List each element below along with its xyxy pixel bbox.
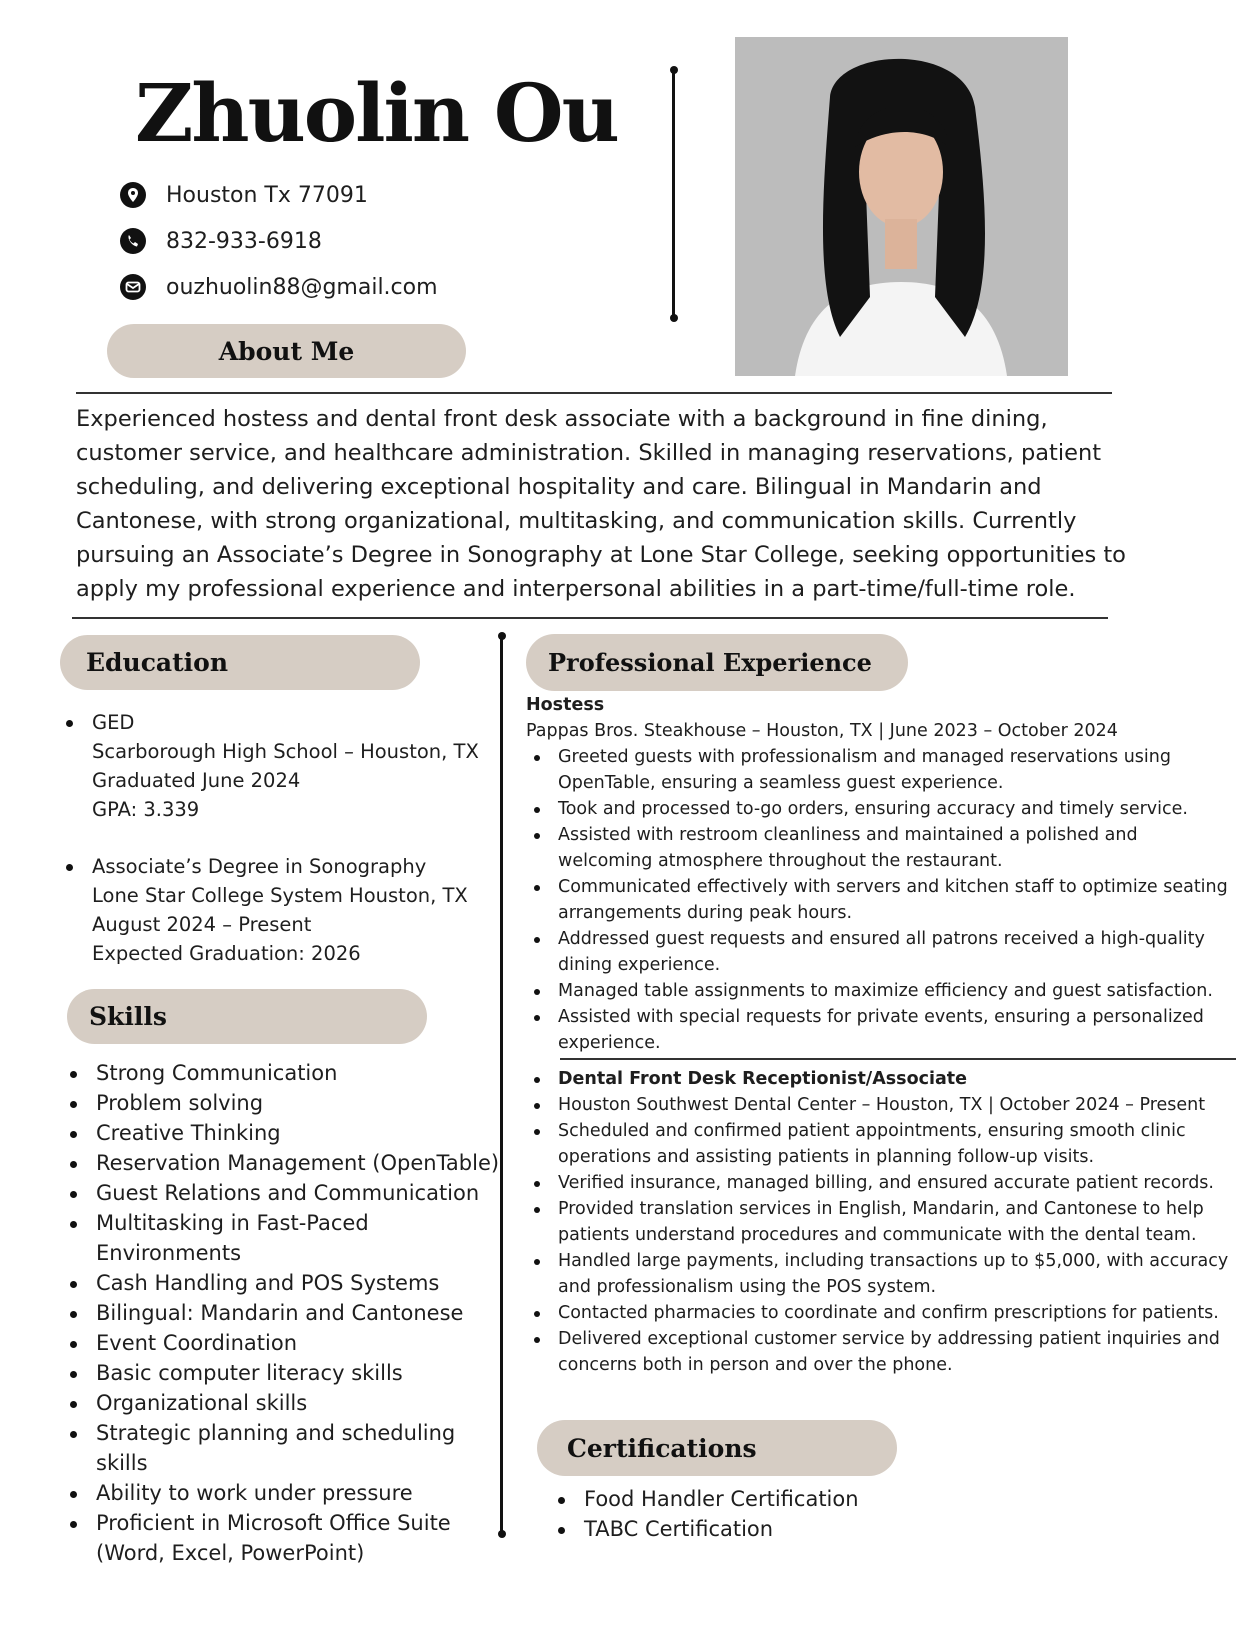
skill-item: Problem solving: [64, 1088, 504, 1118]
skill-item: Organizational skills: [64, 1388, 504, 1418]
education-entry: [60, 708, 490, 824]
job-bullet: Verified insurance, managed billing, and ensured accurate patient records.: [526, 1170, 1236, 1196]
about-heading: About Me: [107, 324, 466, 378]
profile-photo: [735, 37, 1068, 376]
job-bullet: Provided translation services in English, Mandarin, and Cantonese to help patients understand procedures and communicate with the dental team.: [526, 1196, 1236, 1248]
job-bullet: Assisted with special requests for private events, ensuring a personalized experience.: [526, 1004, 1236, 1056]
experience-heading: Professional Experience: [526, 634, 908, 691]
about-text: Experienced hostess and dental front desk associate with a background in fine dining, customer service, and healthcare administration. Skilled in managing reservations, patient scheduling, and delivering exceptional hospitality and care. Bilingual in Mandarin and Cantonese, with strong organizational, multitasking, and communication skills. Currently pursuing an Associate’s Degree in Sonography at Lone Star College, seeking opportunities to apply my professional experience and interpersonal abilities in a part-time/full-time role.: [76, 406, 1126, 602]
skill-item: Basic computer literacy skills: [64, 1358, 504, 1388]
email-text[interactable]: ouzhuolin88@gmail.com: [166, 274, 438, 300]
certifications-list: [552, 1484, 859, 1544]
skill-item: Reservation Management (OpenTable): [64, 1148, 504, 1178]
job-bullet: Assisted with restroom cleanliness and maintained a polished and welcoming atmosphere throughout the restaurant.: [526, 822, 1236, 874]
divider-dot-bottom: [670, 314, 678, 322]
candidate-name: Zhuolin Ou: [135, 66, 618, 160]
education-entry: [60, 852, 490, 968]
skills-list: [64, 1058, 504, 1568]
job-hostess: [526, 692, 1236, 1056]
skill-item: Event Coordination: [64, 1328, 504, 1358]
skill-item: Multitasking in Fast-Paced Environments: [64, 1208, 386, 1268]
education-degree: GED: [92, 711, 135, 734]
skills-heading: Skills: [67, 989, 427, 1044]
education-detail: Expected Graduation: 2026: [92, 942, 361, 965]
skill-item: Ability to work under pressure: [64, 1478, 504, 1508]
certifications-heading: Certifications: [537, 1420, 897, 1476]
job-company: Houston Southwest Dental Center – Houston, TX | October 2024 – Present: [526, 1092, 1236, 1118]
job-bullet: Managed table assignments to maximize efficiency and guest satisfaction.: [526, 978, 1236, 1004]
experience-divider: [560, 1058, 1236, 1060]
job-dental: [526, 1066, 1236, 1378]
about-top-rule: [76, 392, 1112, 394]
certification-item: Food Handler Certification: [552, 1484, 859, 1514]
education-degree: Associate’s Degree in Sonography: [92, 855, 427, 878]
job-bullet: Handled large payments, including transactions up to $5,000, with accuracy and professionalism using the POS system.: [526, 1248, 1236, 1300]
skill-item: Strong Communication: [64, 1058, 504, 1088]
about-bottom-rule: [72, 617, 1108, 619]
job-title: Dental Front Desk Receptionist/Associate: [526, 1066, 1236, 1092]
address-line: [120, 180, 368, 210]
phone-icon: [120, 228, 146, 254]
skill-item: Strategic planning and scheduling skills: [64, 1418, 504, 1478]
skill-item: Cash Handling and POS Systems: [64, 1268, 504, 1298]
phone-text[interactable]: 832-933-6918: [166, 228, 322, 254]
job-bullets: [526, 744, 1236, 1056]
job-bullet: Greeted guests with professionalism and managed reservations using OpenTable, ensuring a seamless guest experience.: [526, 744, 1236, 796]
job-company: Pappas Bros. Steakhouse – Houston, TX | June 2023 – October 2024: [526, 721, 1118, 741]
education-school: Lone Star College System Houston, TX: [92, 884, 468, 907]
job-title: Hostess: [526, 695, 605, 715]
skill-item: Creative Thinking: [64, 1118, 504, 1148]
job-bullets: [526, 1066, 1236, 1378]
phone-line: [120, 226, 322, 256]
education-date: August 2024 – Present: [92, 913, 312, 936]
location-pin-icon: [120, 182, 146, 208]
education-heading: Education: [60, 635, 420, 690]
certification-item: TABC Certification: [552, 1514, 859, 1544]
skill-item: Bilingual: Mandarin and Cantonese: [64, 1298, 504, 1328]
address-text: Houston Tx 77091: [166, 182, 368, 208]
job-bullet: Addressed guest requests and ensured all patrons received a high-quality dining experience.: [526, 926, 1236, 978]
job-bullet: Delivered exceptional customer service by addressing patient inquiries and concerns both in person and over the phone.: [526, 1326, 1236, 1378]
job-bullet: Communicated effectively with servers and kitchen staff to optimize seating arrangements during peak hours.: [526, 874, 1236, 926]
job-bullet: Took and processed to-go orders, ensuring accuracy and timely service.: [526, 796, 1236, 822]
skill-item: Proficient in Microsoft Office Suite (Word, Excel, PowerPoint): [64, 1508, 476, 1568]
education-list: [60, 708, 490, 968]
header-divider: [672, 70, 675, 318]
education-date: Graduated June 2024: [92, 769, 301, 792]
education-detail: GPA: 3.339: [92, 798, 200, 821]
envelope-icon: [120, 274, 146, 300]
education-school: Scarborough High School – Houston, TX: [92, 740, 479, 763]
job-bullet: Scheduled and confirmed patient appointments, ensuring smooth clinic operations and assisting patients in planning follow-up visits.: [526, 1118, 1236, 1170]
job-bullet: Contacted pharmacies to coordinate and confirm prescriptions for patients.: [526, 1300, 1236, 1326]
skill-item: Guest Relations and Communication: [64, 1178, 504, 1208]
email-line: [120, 272, 438, 302]
